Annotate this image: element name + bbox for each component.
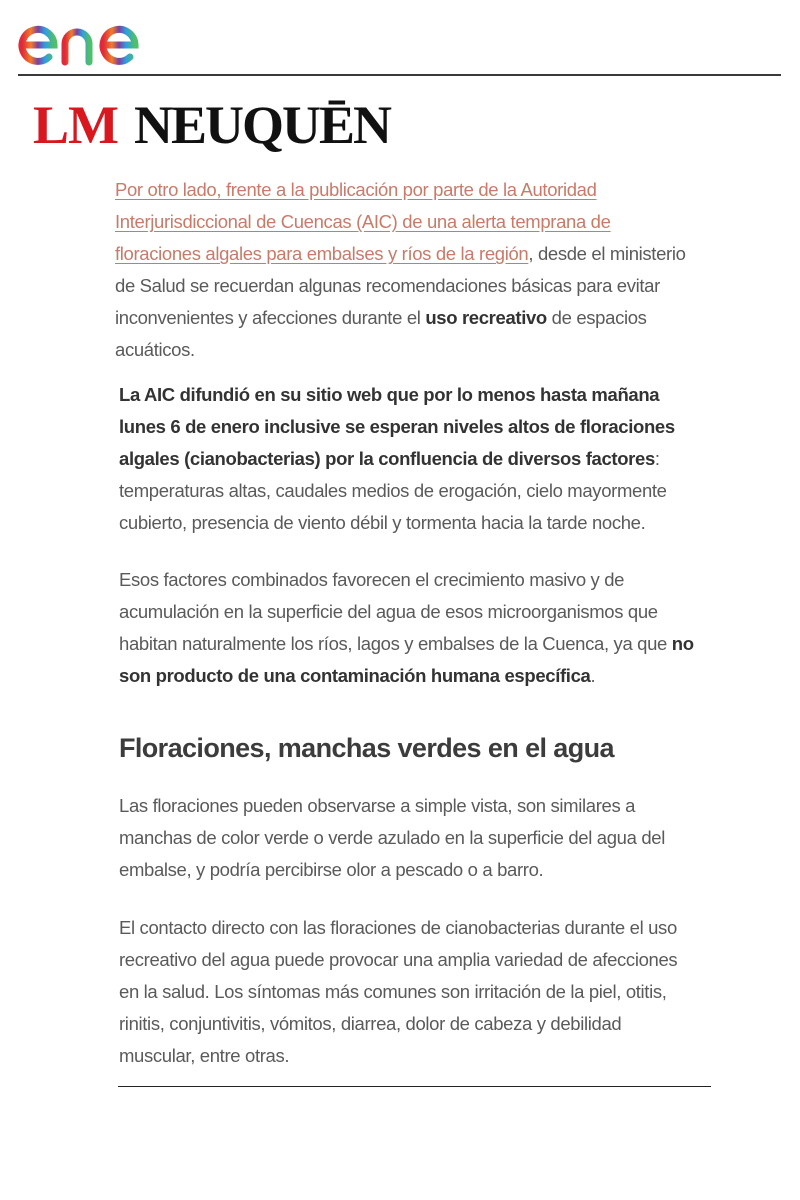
paragraph-text: : temperaturas altas, caudales medios de erogación, cielo mayormente cubierto, presencia de viento débil y tormenta hacia la tarde noche.: [119, 448, 667, 533]
enel-logo[interactable]: [16, 8, 171, 68]
ad-banner[interactable]: [0, 0, 800, 76]
logo-city-text: NEUQUĒN: [134, 95, 391, 155]
ad-divider: [18, 74, 781, 76]
paragraph-text: de espacios acuáticos.: [115, 307, 647, 360]
article-paragraph-3: [119, 564, 694, 692]
bold-text: uso recreativo: [425, 307, 547, 328]
article-paragraph-1: [115, 174, 695, 366]
article-divider: [118, 1086, 711, 1087]
aic-alert-link[interactable]: Por otro lado, frente a la publicación por parte de la Autoridad Interjurisdiccional de Cuencas (AIC) de una alerta temprana de floraciones algales para embalses y ríos de la región: [115, 179, 611, 264]
article-paragraph-5: El contacto directo con las floraciones de cianobacterias durante el uso recreativo del agua puede provocar una amplia variedad de afecciones en la salud. Los síntomas más comunes son irritación de la piel, otitis, rinitis, conjuntivitis, vómitos, diarrea, dolor de cabeza y debilidad muscular, entre otras.: [119, 917, 678, 1066]
bold-text: La AIC difundió en su sitio web que por lo menos hasta mañana lunes 6 de enero inclusive se esperan niveles altos de floraciones algales (cianobacterias) por la confluencia de diversos factores: [119, 384, 675, 469]
article-paragraph-4: Las floraciones pueden observarse a simple vista, son similares a manchas de color verde o verde azulado en la superficie del agua del embalse, y podría percibirse olor a pescado o a barro.: [119, 795, 665, 880]
paragraph-text: .: [590, 665, 596, 686]
section-heading: Floraciones, manchas verdes en el agua: [119, 733, 614, 763]
site-logo[interactable]: [33, 90, 390, 160]
paragraph-text: Esos factores combinados favorecen el crecimiento masivo y de acumulación en la superficie del agua de esos microorganismos que habitan naturalmente los ríos, lagos y embalses de la Cuenca, ya que: [119, 569, 672, 654]
paragraph-text: , desde el ministerio de Salud se recuerdan algunas recomendaciones básicas para evitar inconvenientes y afecciones durante el: [115, 243, 686, 328]
article-paragraph-2: [119, 379, 694, 539]
bold-text: no son producto de una contaminación humana específica: [119, 633, 694, 686]
logo-lm-text: LM: [33, 95, 118, 155]
